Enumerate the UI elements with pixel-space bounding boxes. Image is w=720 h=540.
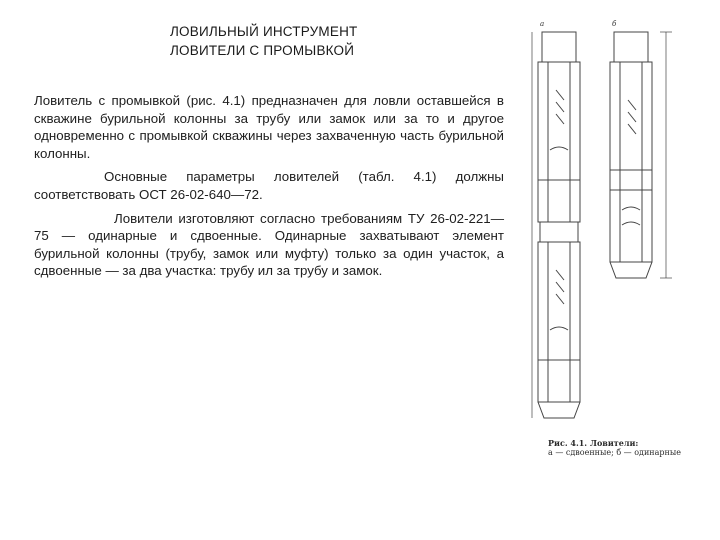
caption-legend: а — сдвоенные; б — одинарные (548, 448, 681, 457)
caption-title: Рис. 4.1. Ловители: (548, 438, 639, 448)
label-a: а (540, 20, 545, 28)
catcher-drawing (520, 10, 700, 480)
figure-caption (548, 438, 708, 458)
paragraph-2: Основные параметры ловителей (табл. 4.1) должны соответствовать ОСТ 26-02-640—72. (34, 169, 504, 202)
slide-title (170, 22, 410, 60)
body-text (34, 92, 504, 286)
label-b: б (612, 20, 617, 28)
title-line-2: ЛОВИТЕЛИ С ПРОМЫВКОЙ (170, 43, 355, 58)
technical-drawing (520, 10, 700, 435)
paragraph-1: Ловитель с промывкой (рис. 4.1) предназначен для ловли оставшейся в скважине бурильной колонны за трубу или замок или за то и другое одновременно с промывкой скважины через захваченную часть бурильной колонны. (34, 93, 504, 161)
paragraph-3: Ловители изготовляют согласно требованиям ТУ 26-02-221—75 — одинарные и сдвоенные. Одинарные захватывают элемент бурильной колонны (трубу, замок или муфту) только за один участок, а сдвоенные — за два участка: трубу ил за трубу и замок. (34, 210, 504, 279)
title-line-1: ЛОВИЛЬНЫЙ ИНСТРУМЕНТ (170, 24, 358, 39)
